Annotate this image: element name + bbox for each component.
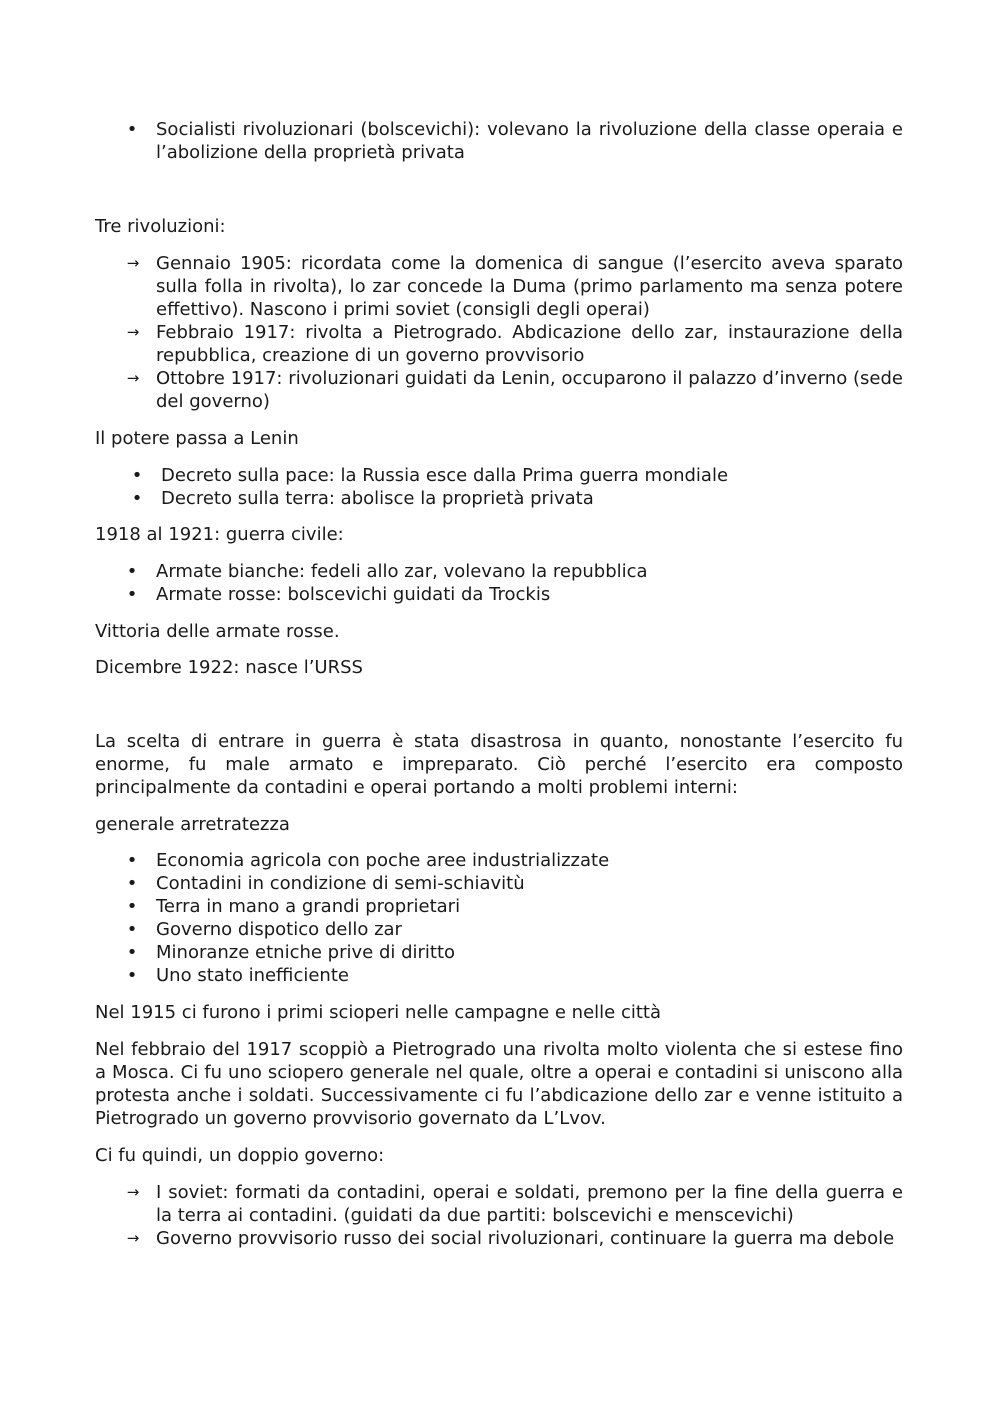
list-item: → I soviet: formati da contadini, operai e soldati, premono per la fine della guerra e la terra ai contadini. (guidati da due partiti: bolscevichi e menscevichi)	[95, 1181, 903, 1227]
list-item: → Gennaio 1905: ricordata come la domenica di sangue (l’esercito aveva sparato sulla folla in rivolta), lo zar concede la Duma (primo parlamento ma senza potere effettivo). Nascono i primi soviet (consigli degli operai)	[95, 252, 903, 321]
armate-list	[95, 560, 903, 606]
bullet-icon: •	[131, 465, 143, 486]
section-heading: generale arretratezza	[95, 814, 290, 835]
paragraph: Nel 1915 ci furono i primi scioperi nelle campagne e nelle città	[95, 1002, 661, 1023]
arretratezza-list	[95, 849, 903, 987]
list-item: • Armate rosse: bolscevichi guidati da Trockis	[95, 583, 903, 606]
paragraph: Nel febbraio del 1917 scoppiò a Pietrogrado una rivolta molto violenta che si estese fino a Mosca. Ci fu uno sciopero generale nel quale, oltre a operai e contadini si uniscono alla protesta anche i soldati. Successivamente ci fu l’abdicazione dello zar e venne istituito a Pietrogrado un governo provvisorio governato da L’Lvov.	[95, 1039, 903, 1129]
list-item: • Economia agricola con poche aree industrializzate	[95, 849, 903, 872]
intro-list	[95, 118, 903, 164]
bullet-icon: •	[126, 584, 138, 605]
arrow-icon: →	[126, 1183, 140, 1201]
paragraph: Vittoria delle armate rosse.	[95, 621, 340, 642]
bullet-icon: •	[126, 850, 138, 871]
list-item: → Febbraio 1917: rivolta a Pietrogrado. Abdicazione dello zar, instaurazione della repubblica, creazione di un governo provvisorio	[95, 321, 903, 367]
list-item: • Governo dispotico dello zar	[95, 918, 903, 941]
list-item: • Uno stato inefficiente	[95, 964, 903, 987]
doppio-governo-list	[95, 1181, 903, 1250]
list-item: • Socialisti rivoluzionari (bolscevichi): volevano la rivoluzione della classe operaia e l’abolizione della proprietà privata	[95, 118, 903, 164]
list-item: • Contadini in condizione di semi-schiavitù	[95, 872, 903, 895]
section-heading: Tre rivoluzioni:	[95, 216, 226, 237]
paragraph: La scelta di entrare in guerra è stata disastrosa in quanto, nonostante l’esercito fu enorme, fu male armato e impreparato. Ciò perché l’esercito era composto principalmente da contadini e operai portando a molti problemi interni:	[95, 731, 903, 798]
arrow-icon: →	[126, 369, 140, 387]
arrow-icon: →	[126, 323, 140, 341]
list-item: • Decreto sulla pace: la Russia esce dalla Prima guerra mondiale	[95, 464, 903, 487]
bullet-icon: •	[126, 896, 138, 917]
bullet-icon: •	[126, 119, 138, 140]
arrow-icon: →	[126, 254, 140, 272]
bullet-icon: •	[126, 873, 138, 894]
arrow-icon: →	[126, 1229, 140, 1247]
list-item: • Armate bianche: fedeli allo zar, volevano la repubblica	[95, 560, 903, 583]
decreti-list	[95, 464, 903, 510]
paragraph: Dicembre 1922: nasce l’URSS	[95, 657, 363, 678]
section-heading: 1918 al 1921: guerra civile:	[95, 524, 344, 545]
list-item: • Minoranze etniche prive di diritto	[95, 941, 903, 964]
bullet-icon: •	[126, 942, 138, 963]
rivoluzioni-list	[95, 252, 903, 413]
list-item: → Ottobre 1917: rivoluzionari guidati da Lenin, occuparono il palazzo d’inverno (sede del governo)	[95, 367, 903, 413]
bullet-icon: •	[131, 488, 143, 509]
list-item: • Decreto sulla terra: abolisce la proprietà privata	[95, 487, 903, 510]
section-heading: Ci fu quindi, un doppio governo:	[95, 1145, 385, 1166]
bullet-icon: •	[126, 919, 138, 940]
section-heading: Il potere passa a Lenin	[95, 428, 299, 449]
list-item: • Terra in mano a grandi proprietari	[95, 895, 903, 918]
bullet-icon: •	[126, 561, 138, 582]
bullet-icon: •	[126, 965, 138, 986]
list-item: → Governo provvisorio russo dei social rivoluzionari, continuare la guerra ma debole	[95, 1227, 903, 1250]
